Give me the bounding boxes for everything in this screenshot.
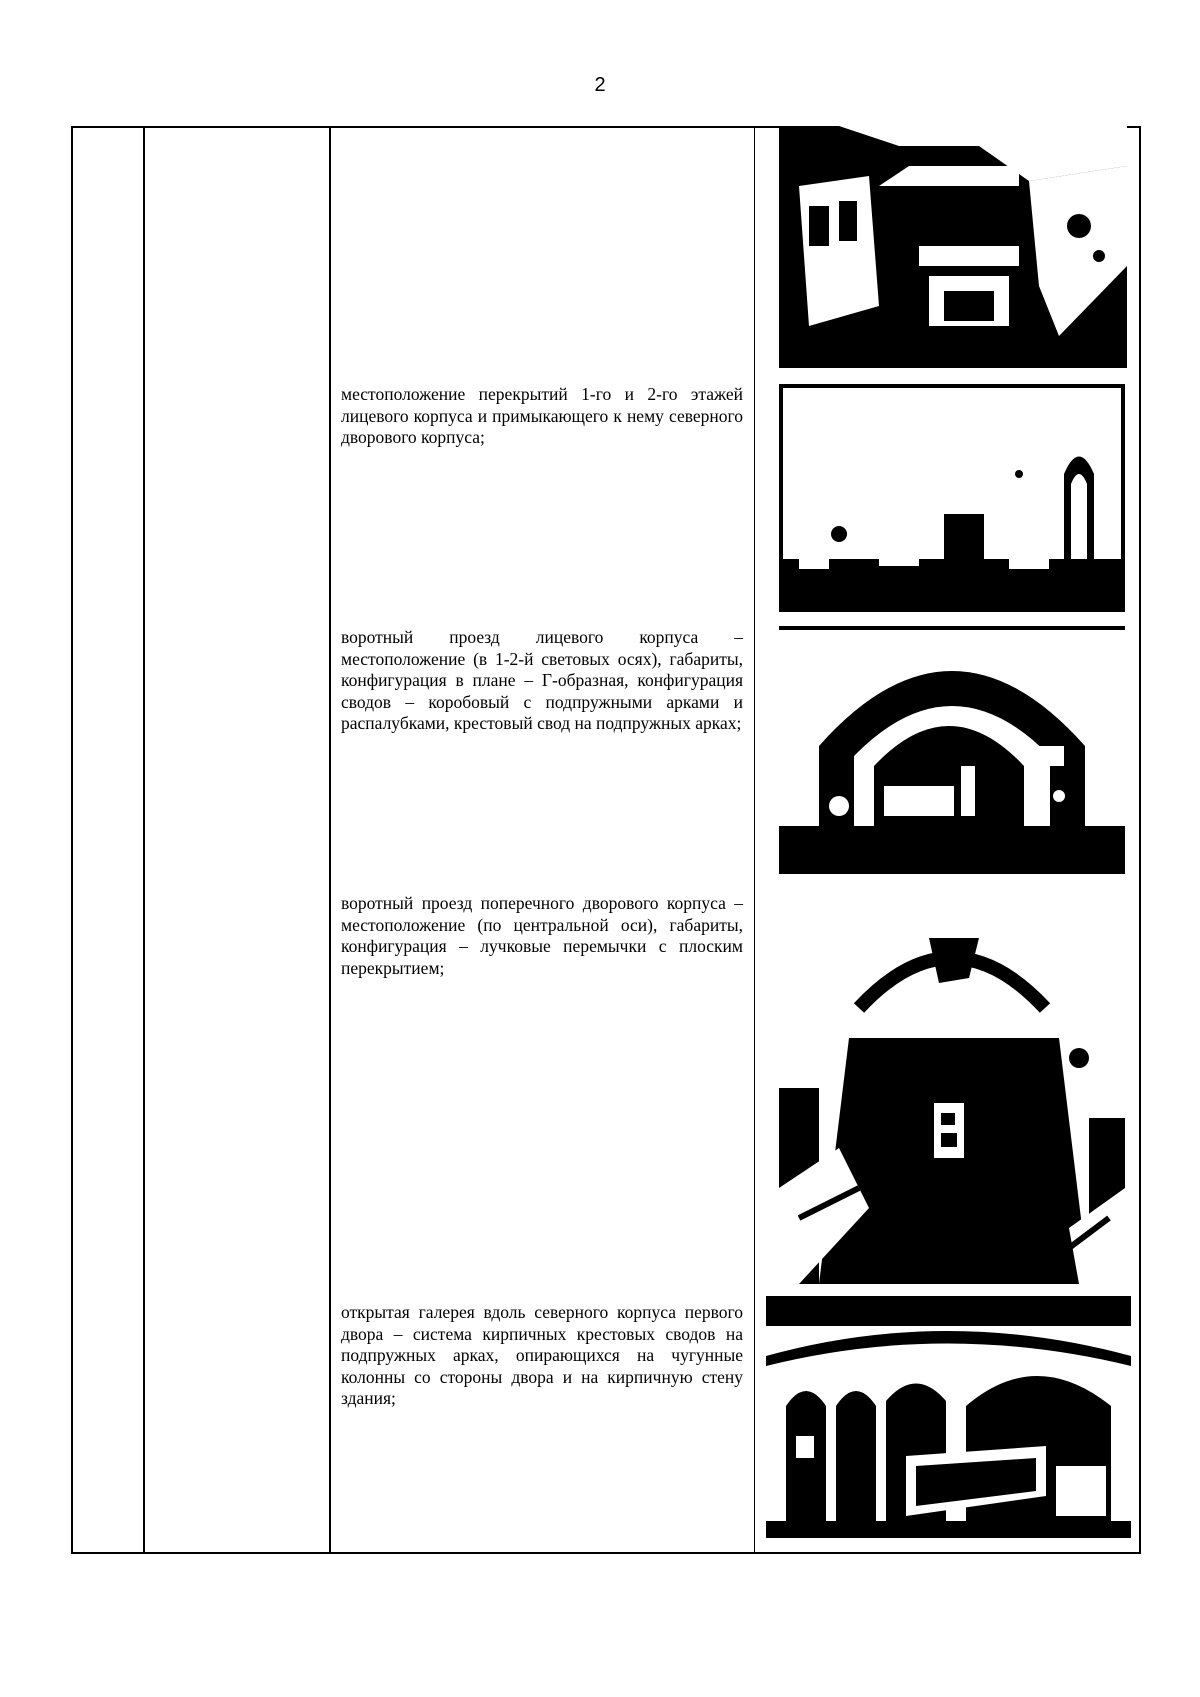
gallery-arcade-photo-icon [766,1296,1131,1538]
photo-arched-gate [779,888,1125,1284]
entry-open-gallery-text: открытая галерея вдоль северного корпуса первого двора – система кирпичных крестовых сводов на подпружных арках, опирающихся на чугунные колонны со стороны двора и на кирпичную стену здания; [341,1302,743,1408]
photo-courtyard [779,126,1127,368]
photo-vaulted-passage [779,626,1125,874]
photo-gallery-arcade [766,1296,1131,1538]
courtyard-photo-icon [779,126,1127,368]
entry-floor-slabs-text: местоположение перекрытий 1-го и 2-го этажей лицевого корпуса и примыкающего к нему северного дворового корпуса; [341,384,743,447]
interior-hall-photo-icon [779,384,1125,612]
vaulted-passage-photo-icon [779,626,1125,874]
photo-interior-hall [779,384,1125,612]
column-divider-1 [143,128,145,1552]
entry-cross-wing-text: воротный проезд поперечного дворового корпуса – местоположение (по центральной оси), габариты, конфигурация – лучковые перемычки с плоским перекрытием; [341,893,743,978]
arched-gate-photo-icon [779,888,1125,1284]
column-divider-3 [754,128,755,1552]
column-divider-2 [329,128,331,1552]
entry-front-gate-text: воротный проезд лицевого корпуса – местоположение (в 1-2-й световых осях), габариты, конфигурация в плане – Г-образная, конфигурация сводов – коробовый с подпружными арками и распалубками, крестовый свод на подпружных арках; [341,627,743,733]
page-number: 2 [594,74,606,96]
